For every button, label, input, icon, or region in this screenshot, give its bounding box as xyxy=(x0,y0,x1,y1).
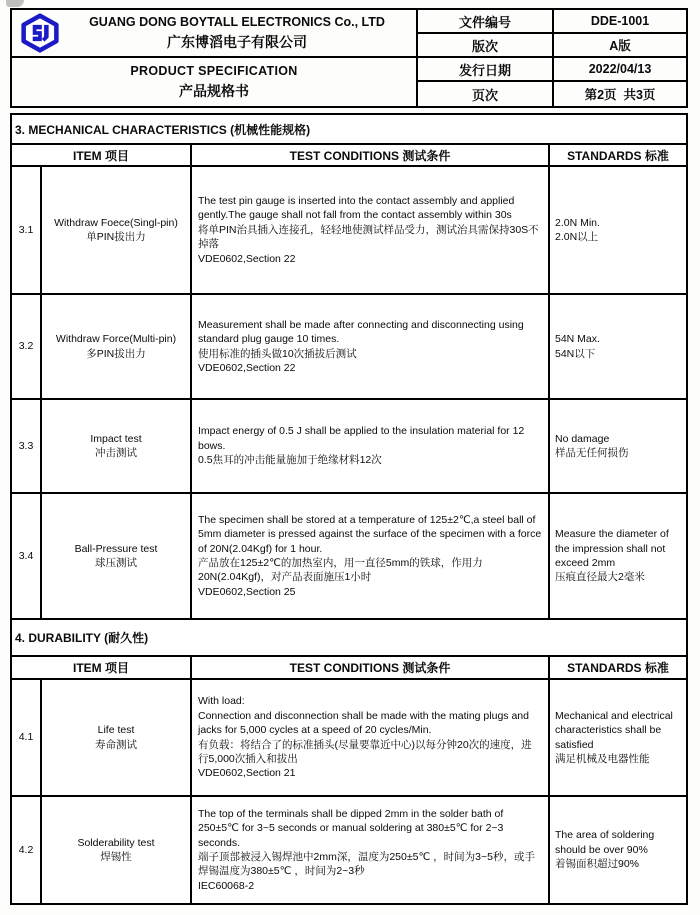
field-value-issue-date: 2022/04/13 xyxy=(554,58,686,82)
item-name-en: Solderability test xyxy=(77,836,155,849)
standard-line: 2.0N以上 xyxy=(555,231,599,243)
item-name-en: Life test xyxy=(97,724,135,737)
document-header-table xyxy=(10,8,688,108)
standard-line: 满足机械及电器性能 xyxy=(555,752,650,765)
item-cell xyxy=(42,797,192,903)
condition-line: IEC60068-2 xyxy=(198,879,255,892)
standards-cell xyxy=(550,680,686,795)
scan-artifact xyxy=(6,0,24,7)
condition-line: VDE0602,Section 25 xyxy=(198,585,296,598)
standard-line: 2.0N Min. xyxy=(555,216,600,229)
conditions-cell xyxy=(192,167,550,293)
conditions-cell xyxy=(192,797,550,903)
standard-line: No damage xyxy=(555,432,610,445)
condition-line: With load: xyxy=(198,695,245,708)
standard-line: 样品无任何损伤 xyxy=(555,447,629,459)
field-label-doc-number: 文件编号 xyxy=(418,10,554,34)
section-title-durability: 4. DURABILITY (耐久性) xyxy=(12,620,686,657)
row-number: 4.2 xyxy=(12,797,42,903)
row-number: 3.1 xyxy=(12,167,42,293)
field-value-page: 第2页 共3页 xyxy=(584,88,656,102)
column-header-conditions: TEST CONDITIONS 测试条件 xyxy=(192,145,550,165)
condition-line: 将单PIN治具插入连接孔，轻轻地使测试样品受力，测试治具需保持30S不掉落 xyxy=(198,223,539,251)
condition-line: Impact energy of 0.5 J shall be applied to the insulation material for 12 bows. xyxy=(198,425,525,452)
standard-line: 压痕直径最大2毫米 xyxy=(555,571,645,584)
condition-line: The test pin gauge is inserted into the contact assembly and applied gently.The gauge shall not fall from the contact assembly within 30s xyxy=(198,194,515,222)
standard-line: 54N Max. xyxy=(555,333,600,346)
field-label-issue-date: 发行日期 xyxy=(418,58,554,82)
conditions-cell xyxy=(192,680,550,795)
standard-line: 54N以下 xyxy=(555,347,596,360)
condition-line: The top of the terminals shall be dipped 2mm in the solder bath of 250±5℃ for 3~5 seconds or manual soldering at 380±5℃ for 2~3 seconds. xyxy=(198,807,504,849)
column-header-standards: STANDARDS 标准 xyxy=(567,148,669,163)
item-name-en: Withdraw Foece(Singl-pin) xyxy=(54,216,178,229)
item-name-cn: 冲击测试 xyxy=(95,447,137,459)
condition-line: 产品放在125±2℃的加热室内，用一直径5mm的铁球，作用力20N(2.04Kgf)，对产品表面施压1小时 xyxy=(198,557,483,584)
table-row-3-4 xyxy=(12,494,686,620)
field-value-revision: A版 xyxy=(554,34,686,58)
column-header-item: ITEM 项目 xyxy=(12,145,192,165)
company-name xyxy=(64,15,410,52)
standards-cell xyxy=(550,295,686,398)
condition-line: 有负载：将结合了的标准插头(尽量要靠近中心)以每分钟20次的速度，进行5,000次插入和拔出 xyxy=(198,738,532,765)
condition-line: VDE0602,Section 21 xyxy=(198,767,296,780)
specification-table xyxy=(10,113,688,905)
item-name-cn: 寿命测试 xyxy=(95,738,137,751)
company-name-en: GUANG DONG BOYTALL ELECTRONICS Co., LTD xyxy=(89,14,385,29)
item-cell xyxy=(42,295,192,398)
table-header-row-durability xyxy=(12,657,686,680)
item-cell xyxy=(42,167,192,293)
item-name-cn: 单PIN拔出力 xyxy=(86,231,146,243)
item-cell xyxy=(42,680,192,795)
table-header-row-mechanical xyxy=(12,145,686,167)
item-cell xyxy=(42,494,192,618)
field-label-page: 页次 xyxy=(418,82,554,106)
table-row-3-2 xyxy=(12,295,686,400)
item-name-en: Ball-Pressure test xyxy=(74,542,158,555)
standard-line: Measure the diameter of the impression shall not exceed 2mm xyxy=(555,528,669,569)
column-header-conditions: TEST CONDITIONS 测试条件 xyxy=(192,657,550,678)
standards-cell xyxy=(550,167,686,293)
item-name-en: Withdraw Force(Multi-pin) xyxy=(55,333,177,346)
standard-line: The area of soldering should be over 90% xyxy=(555,829,655,856)
row-number: 3.3 xyxy=(12,400,42,492)
condition-line: The specimen shall be stored at a temperature of 125±2℃,a steel ball of 5mm diameter is pressed against the surface of the specimen with a force of 20N(2.04Kgf) for 1 hour. xyxy=(198,513,542,555)
condition-line: VDE0602,Section 22 xyxy=(198,361,296,374)
standard-line: Mechanical and electrical characteristics shall be satisfied xyxy=(555,709,673,751)
table-row-4-2 xyxy=(12,797,686,903)
conditions-cell xyxy=(192,295,550,398)
document-title-cn: 产品规格书 xyxy=(179,82,249,99)
standards-cell xyxy=(550,797,686,903)
company-cell xyxy=(12,10,418,58)
item-name-cn: 多PIN拔出力 xyxy=(86,347,146,360)
condition-line: VDE0602,Section 22 xyxy=(198,252,296,265)
item-name-cn: 焊锡性 xyxy=(100,851,132,863)
condition-line: 端子顶部被浸入锡焊池中2mm深，温度为250±5℃ ，时间为3~5秒，或手焊锡温度为380±5℃ ，时间为2~3秒 xyxy=(198,851,535,878)
condition-line: Connection and disconnection shall be made with the mating plugs and jacks for 5,000 cycles at a speed of 20 cycles/Min. xyxy=(198,709,529,737)
column-header-standards: STANDARDS 标准 xyxy=(567,661,669,675)
conditions-cell xyxy=(192,400,550,492)
table-row-3-1 xyxy=(12,167,686,295)
row-number: 4.1 xyxy=(12,680,42,795)
conditions-cell xyxy=(192,494,550,618)
condition-line: 使用标准的插头做10次插拔后测试 xyxy=(198,347,357,360)
section-title-mechanical: 3. MECHANICAL CHARACTERISTICS (机械性能规格) xyxy=(12,115,686,145)
document-title-cell xyxy=(12,58,418,106)
row-number: 3.4 xyxy=(12,494,42,618)
item-name-en: Impact test xyxy=(90,432,142,445)
item-name-cn: 球压测试 xyxy=(95,557,137,569)
row-number: 3.2 xyxy=(12,295,42,398)
table-row-3-3 xyxy=(12,400,686,494)
standard-line: 着锡面积超过90% xyxy=(555,858,640,871)
company-logo-icon xyxy=(20,13,60,53)
field-label-revision: 版次 xyxy=(418,34,554,58)
condition-line: 0.5焦耳的冲击能量施加于绝缘材料12次 xyxy=(198,454,382,467)
company-name-cn: 广东博滔电子有限公司 xyxy=(167,33,307,50)
standards-cell xyxy=(550,400,686,492)
standards-cell xyxy=(550,494,686,618)
field-value-doc-number: DDE-1001 xyxy=(554,10,686,34)
item-cell xyxy=(42,400,192,492)
column-header-item: ITEM 项目 xyxy=(12,657,192,678)
condition-line: Measurement shall be made after connecting and disconnecting using standard plug gauge 10 times. xyxy=(198,318,524,346)
table-row-4-1 xyxy=(12,680,686,797)
document-title-en: PRODUCT SPECIFICATION xyxy=(130,63,298,78)
